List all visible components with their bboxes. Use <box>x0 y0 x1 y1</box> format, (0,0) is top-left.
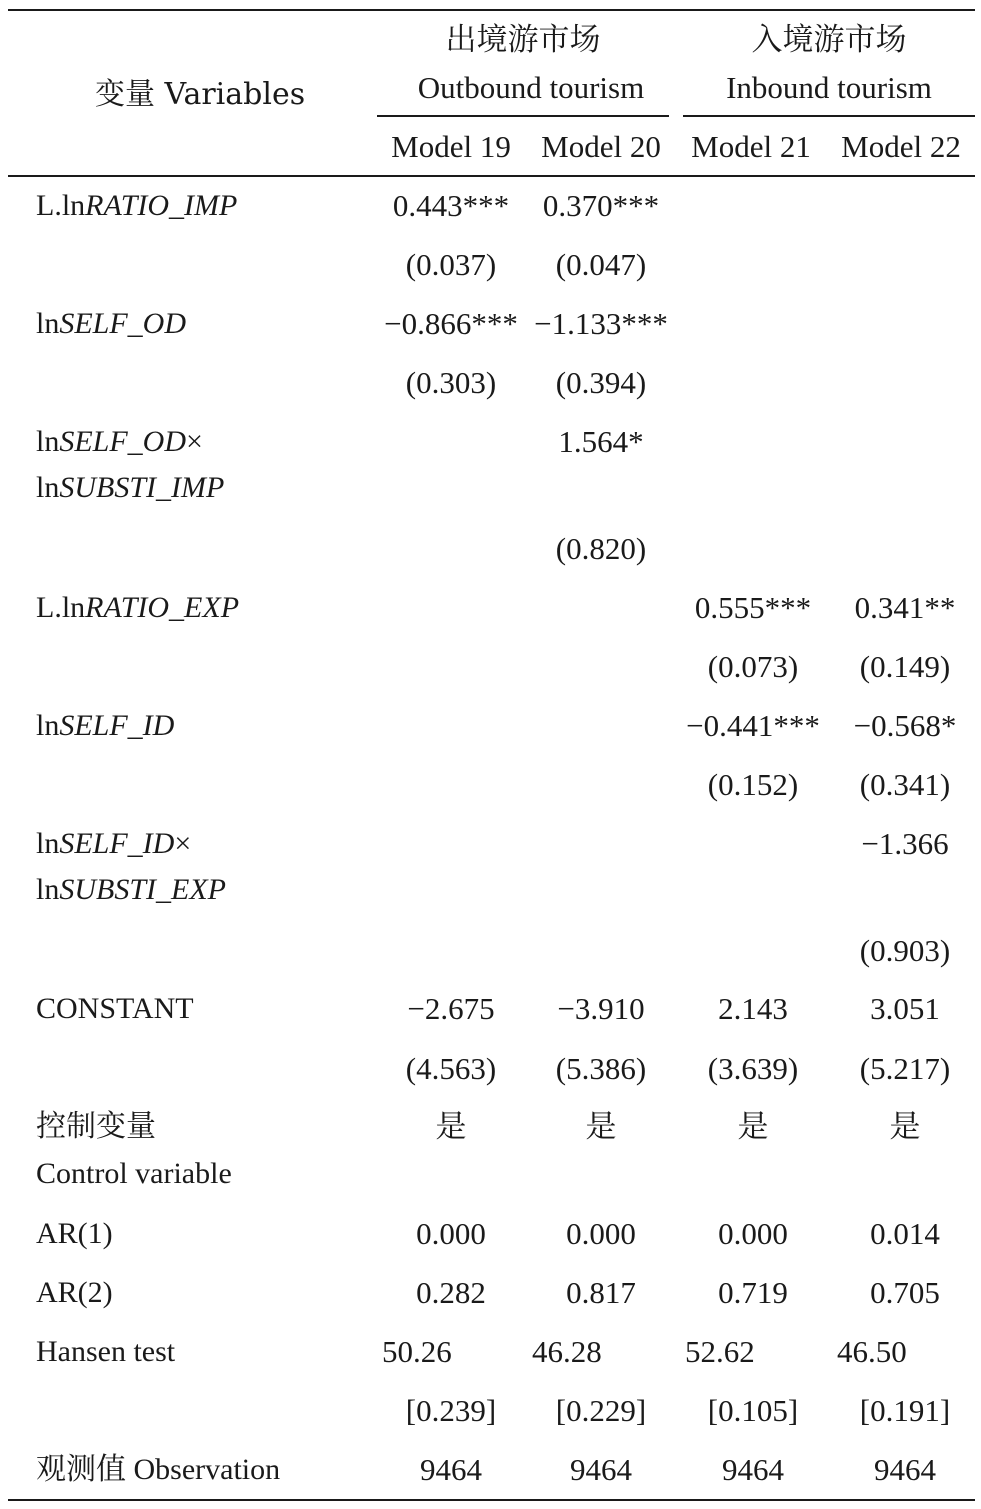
stub-header: 变量 Variables <box>95 77 306 112</box>
value-cell-model-20: 1.564* <box>558 424 644 459</box>
value-cell-model-22: −0.568* <box>853 708 957 743</box>
value-cell-model-19: 0.000 <box>416 1216 486 1251</box>
value-cell-model-19: 0.282 <box>416 1275 486 1310</box>
value-cell-model-20: 46.28 <box>532 1334 602 1369</box>
label-text: AR(2) <box>36 1276 113 1309</box>
value-cell-model-20: 0.370*** <box>542 188 660 223</box>
value-cell-model-19: 50.26 <box>382 1334 452 1369</box>
value-cell-model-19: [0.239] <box>405 1393 497 1428</box>
outbound-group-title-en: Outbound tourism <box>417 70 645 105</box>
variable-name: RATIO_IMP <box>85 189 238 222</box>
label-text: × <box>186 425 203 458</box>
row-label-line2 <box>36 470 224 506</box>
value-cell-model-22: 3.051 <box>870 991 940 1026</box>
label-text: ln <box>36 873 60 906</box>
value-cell-model-21: 0.000 <box>718 1216 788 1251</box>
value-cell-model-20: −3.910 <box>557 991 645 1026</box>
outbound-group-rule <box>377 115 669 117</box>
variable-name: RATIO_EXP <box>85 591 240 624</box>
inbound-group-rule <box>683 115 975 117</box>
value-cell-model-21: (3.639) <box>707 1051 799 1086</box>
value-cell-model-22: −1.366 <box>861 826 949 861</box>
value-cell-model-21: 0.555*** <box>694 590 812 625</box>
value-cell-model-19: (0.037) <box>405 247 497 282</box>
value-cell-model-22: (5.217) <box>859 1051 951 1086</box>
value-cell-model-19: (4.563) <box>405 1051 497 1086</box>
value-cell-model-22: 9464 <box>874 1452 936 1487</box>
row-label-line2 <box>36 1156 232 1192</box>
model-header-22: Model 22 <box>841 129 961 164</box>
value-cell-model-22: 0.341** <box>854 590 956 625</box>
label-text: ln <box>36 471 60 504</box>
label-text: ln <box>36 307 60 340</box>
value-cell-model-20: (0.820) <box>555 531 647 566</box>
value-cell-model-21: 0.719 <box>718 1275 788 1310</box>
value-cell-model-19: 0.443*** <box>392 188 510 223</box>
bottom-rule <box>8 1499 975 1501</box>
label-text: 控制变量 <box>36 1110 156 1143</box>
row-label <box>36 188 237 224</box>
variable-name: SELF_OD <box>59 425 187 458</box>
variable-name: SUBSTI_EXP <box>59 873 226 906</box>
row-label <box>36 306 186 342</box>
row-label <box>36 590 239 626</box>
value-cell-model-21: −0.441*** <box>686 708 820 743</box>
value-cell-model-19: −2.675 <box>407 991 495 1026</box>
label-text: L.ln <box>36 591 86 624</box>
outbound-group-title-zh: 出境游市场 <box>445 22 601 58</box>
label-text: × <box>174 827 192 860</box>
value-cell-model-19: −0.866*** <box>384 306 518 341</box>
row-label <box>36 708 174 744</box>
variable-name: SELF_ID <box>59 827 175 860</box>
label-text: L.ln <box>36 189 86 222</box>
value-cell-model-22: (0.903) <box>859 933 951 968</box>
value-cell-model-21: 是 <box>737 1109 769 1144</box>
value-cell-model-20: 0.817 <box>566 1275 636 1310</box>
value-cell-model-19: 9464 <box>420 1452 482 1487</box>
row-label <box>36 1452 280 1488</box>
value-cell-model-21: 2.143 <box>718 991 788 1026</box>
label-text: Hansen test <box>36 1335 176 1368</box>
label-text: ln <box>36 425 60 458</box>
inbound-group-title-zh: 入境游市场 <box>751 22 907 58</box>
value-cell-model-20: 0.000 <box>566 1216 636 1251</box>
row-label <box>36 1109 156 1145</box>
value-cell-model-21: (0.152) <box>707 767 799 802</box>
row-label <box>36 826 191 862</box>
variable-name: SUBSTI_IMP <box>59 471 225 504</box>
inbound-group-title-en: Inbound tourism <box>726 70 932 105</box>
row-label-line2 <box>36 872 226 908</box>
row-label <box>36 1216 113 1252</box>
label-text: 观测值 Observation <box>36 1453 281 1486</box>
label-text: AR(1) <box>36 1217 113 1250</box>
row-label <box>36 1334 175 1370</box>
value-cell-model-19: (0.303) <box>405 365 497 400</box>
value-cell-model-21: 52.62 <box>685 1334 755 1369</box>
value-cell-model-20: [0.229] <box>555 1393 647 1428</box>
value-cell-model-22: 是 <box>889 1109 921 1144</box>
label-text: CONSTANT <box>36 992 194 1025</box>
value-cell-model-19: 是 <box>435 1109 467 1144</box>
value-cell-model-20: 9464 <box>570 1452 632 1487</box>
value-cell-model-22: (0.341) <box>859 767 951 802</box>
top-rule <box>8 9 975 11</box>
value-cell-model-22: [0.191] <box>859 1393 951 1428</box>
row-label <box>36 991 194 1027</box>
model-header-19: Model 19 <box>391 129 511 164</box>
value-cell-model-21: (0.073) <box>707 649 799 684</box>
value-cell-model-21: 9464 <box>722 1452 784 1487</box>
value-cell-model-20: (5.386) <box>555 1051 647 1086</box>
value-cell-model-22: 46.50 <box>837 1334 907 1369</box>
row-label <box>36 424 203 460</box>
model-header-21: Model 21 <box>691 129 811 164</box>
label-text: ln <box>36 827 60 860</box>
value-cell-model-22: (0.149) <box>859 649 951 684</box>
value-cell-model-21: [0.105] <box>707 1393 799 1428</box>
value-cell-model-20: 是 <box>585 1109 617 1144</box>
row-label <box>36 1275 113 1311</box>
label-text: Control variable <box>36 1157 232 1190</box>
label-text: ln <box>36 709 60 742</box>
value-cell-model-20: (0.047) <box>555 247 647 282</box>
header-rule <box>8 175 975 177</box>
variable-name: SELF_ID <box>59 709 175 742</box>
value-cell-model-22: 0.014 <box>870 1216 940 1251</box>
value-cell-model-20: −1.133*** <box>534 306 668 341</box>
variable-name: SELF_OD <box>59 307 187 340</box>
model-header-20: Model 20 <box>541 129 661 164</box>
value-cell-model-22: 0.705 <box>870 1275 940 1310</box>
value-cell-model-20: (0.394) <box>555 365 647 400</box>
